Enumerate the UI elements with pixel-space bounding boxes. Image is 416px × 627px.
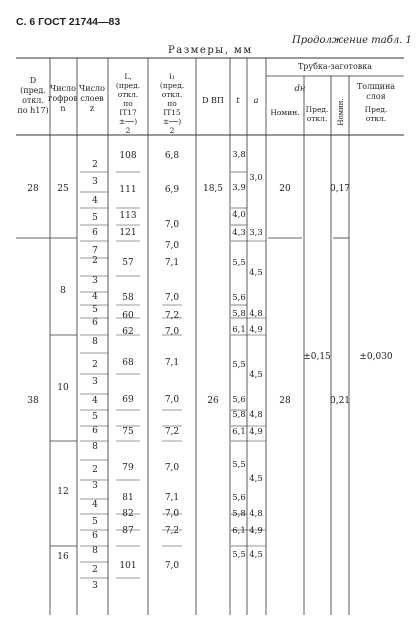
- n-value: 8: [60, 286, 66, 296]
- t-value: 3,9: [232, 183, 246, 193]
- z-value: 5: [92, 412, 98, 422]
- L-value: 62: [122, 327, 134, 337]
- L-value: 87: [122, 526, 134, 536]
- col-L-header: (пред.: [115, 81, 141, 90]
- L-value: 101: [119, 561, 137, 571]
- l1-value: 7,0: [164, 561, 180, 571]
- t-value: 4,3: [232, 228, 246, 238]
- col-thick-nom-header: Номин.: [337, 98, 345, 126]
- L-value: 69: [122, 395, 134, 405]
- z-value: 4: [92, 196, 98, 206]
- l1-value: 7,1: [164, 358, 180, 368]
- n-value: 16: [57, 552, 69, 562]
- L-value: 108: [119, 151, 137, 161]
- a-value: 4,5: [249, 474, 263, 484]
- dn-nom-value: 20: [279, 184, 291, 194]
- col-D-header: откл.: [22, 96, 44, 105]
- col-D-header: D: [29, 76, 37, 85]
- t-value: 6,1: [232, 325, 246, 335]
- a-value: 4,8: [249, 309, 263, 319]
- t-value: 5,6: [232, 493, 246, 503]
- col-L-header: IT17: [119, 108, 137, 117]
- l1-value: 7,0: [164, 395, 180, 405]
- z-value: 2: [92, 256, 98, 266]
- dn-nom-value: 28: [279, 396, 291, 406]
- t-value: 4,0: [232, 210, 246, 220]
- sizes-title: Размеры, мм: [168, 45, 253, 56]
- z-value: 5: [92, 213, 98, 223]
- D-value: 38: [27, 396, 39, 406]
- col-z-header: Число: [79, 84, 105, 93]
- col-L-header: откл.: [117, 90, 139, 99]
- t-value: 6,1: [232, 526, 246, 536]
- l1-value: 7,0: [164, 509, 180, 519]
- z-value: 8: [92, 546, 98, 556]
- l1-value: 7,0: [164, 241, 180, 251]
- z-value: 3: [92, 177, 98, 187]
- col-n-header: Число: [50, 84, 76, 93]
- col-z-header: z: [89, 104, 95, 113]
- tube-blank-header: Трубка-заготовка: [297, 62, 373, 71]
- z-value: 8: [92, 442, 98, 452]
- t-value: 3,8: [232, 150, 246, 160]
- col-a-header: a: [253, 96, 259, 106]
- col-l1-header: l₁: [169, 72, 175, 81]
- thick-nom-value: 0,17: [329, 184, 351, 194]
- L-value: 111: [119, 185, 137, 195]
- thick-tol-value: ±0,030: [359, 352, 393, 362]
- L-value: 58: [122, 293, 134, 303]
- z-value: 2: [92, 360, 98, 370]
- col-n-header: гофров: [48, 94, 78, 103]
- l1-value: 7,1: [164, 493, 180, 503]
- col-L-header: 2: [125, 126, 131, 135]
- l1-value: 7,2: [164, 526, 180, 536]
- D-value: 28: [27, 184, 39, 194]
- a-value: 3,0: [249, 173, 263, 183]
- col-D-header: (пред.: [20, 86, 46, 95]
- l1-value: 6,9: [164, 185, 180, 195]
- z-value: 4: [92, 396, 98, 406]
- L-value: 57: [122, 258, 134, 268]
- a-value: 3,3: [249, 228, 263, 238]
- col-l1-header: (пред.: [159, 81, 185, 90]
- z-value: 2: [92, 565, 98, 575]
- a-value: 4,8: [249, 410, 263, 420]
- z-value: 6: [92, 531, 98, 541]
- z-value: 7: [92, 246, 98, 256]
- col-L-header: L,: [124, 72, 132, 81]
- L-value: 113: [119, 211, 137, 221]
- t-value: 5,8: [232, 309, 246, 319]
- z-value: 2: [92, 160, 98, 170]
- col-thick-tol-header: откл.: [365, 114, 387, 123]
- col-thick-tol-header: Пред.: [364, 105, 388, 114]
- dn-tol-value: ±0,15: [303, 352, 331, 362]
- a-value: 4,9: [249, 325, 263, 335]
- L-value: 60: [122, 311, 134, 321]
- col-l1-header: IT15: [163, 108, 181, 117]
- col-DVP-header: D ВП: [202, 96, 224, 105]
- z-value: 8: [92, 337, 98, 347]
- a-value: 4,5: [249, 268, 263, 278]
- col-thickness-header: Толщина: [356, 82, 396, 91]
- col-dn-tol-header: Пред.: [305, 105, 329, 114]
- col-l1-header: по: [167, 99, 177, 108]
- t-value: 5,6: [232, 293, 246, 303]
- n-value: 25: [57, 184, 69, 194]
- L-value: 82: [122, 509, 134, 519]
- page-header: С. 6 ГОСТ 21744—83: [16, 16, 121, 28]
- a-value: 4,9: [249, 427, 263, 437]
- col-L-header: ±──): [118, 117, 138, 126]
- thick-nom-value: 0,21: [329, 396, 351, 406]
- n-value: 10: [57, 383, 69, 393]
- l1-value: 7,0: [164, 220, 180, 230]
- L-value: 75: [122, 427, 134, 437]
- z-value: 3: [92, 377, 98, 387]
- z-value: 3: [92, 276, 98, 286]
- z-value: 6: [92, 318, 98, 328]
- t-value: 5,5: [232, 550, 246, 560]
- t-value: 5,8: [232, 410, 246, 420]
- col-thickness-header: слоя: [366, 92, 386, 101]
- z-value: 6: [92, 228, 98, 238]
- l1-value: 7,0: [164, 327, 180, 337]
- DVP-value: 26: [207, 396, 219, 406]
- l1-value: 7,2: [164, 311, 180, 321]
- z-value: 4: [92, 292, 98, 302]
- l1-value: 7,0: [164, 293, 180, 303]
- z-value: 6: [92, 426, 98, 436]
- col-L-header: по: [123, 99, 133, 108]
- col-l1-header: ±──): [162, 117, 182, 126]
- continuation-label: Продолжение табл. 1: [292, 35, 412, 46]
- L-value: 81: [122, 493, 134, 503]
- col-dn-header: dн: [294, 84, 306, 94]
- a-value: 4,8: [249, 509, 263, 519]
- l1-value: 7,2: [164, 427, 180, 437]
- L-value: 68: [122, 358, 134, 368]
- a-value: 4,5: [249, 370, 263, 380]
- z-value: 3: [92, 481, 98, 491]
- col-D-header: по h17): [17, 106, 49, 115]
- t-value: 5,6: [232, 395, 246, 405]
- n-value: 12: [57, 487, 69, 497]
- z-value: 4: [92, 500, 98, 510]
- L-value: 121: [119, 228, 137, 238]
- t-value: 5,5: [232, 360, 246, 370]
- t-value: 5,8: [232, 509, 246, 519]
- l1-value: 7,0: [164, 463, 180, 473]
- L-value: 79: [122, 463, 134, 473]
- col-dn-nom-header: Номин.: [270, 108, 300, 117]
- col-dn-tol-header: откл.: [306, 114, 328, 123]
- l1-value: 6,8: [164, 151, 180, 161]
- t-value: 5,5: [232, 460, 246, 470]
- DVP-value: 18,5: [202, 184, 224, 194]
- a-value: 4,5: [249, 550, 263, 560]
- col-l1-header: 2: [169, 126, 175, 135]
- col-z-header: слоев: [80, 94, 104, 103]
- col-t-header: t: [236, 96, 240, 106]
- t-value: 5,5: [232, 258, 246, 268]
- t-value: 6,1: [232, 427, 246, 437]
- col-l1-header: откл.: [161, 90, 183, 99]
- z-value: 5: [92, 305, 98, 315]
- z-value: 3: [92, 581, 98, 591]
- z-value: 2: [92, 465, 98, 475]
- a-value: 4,9: [249, 526, 263, 536]
- l1-value: 7,1: [164, 258, 180, 268]
- z-value: 5: [92, 517, 98, 527]
- col-n-header: n: [60, 104, 66, 113]
